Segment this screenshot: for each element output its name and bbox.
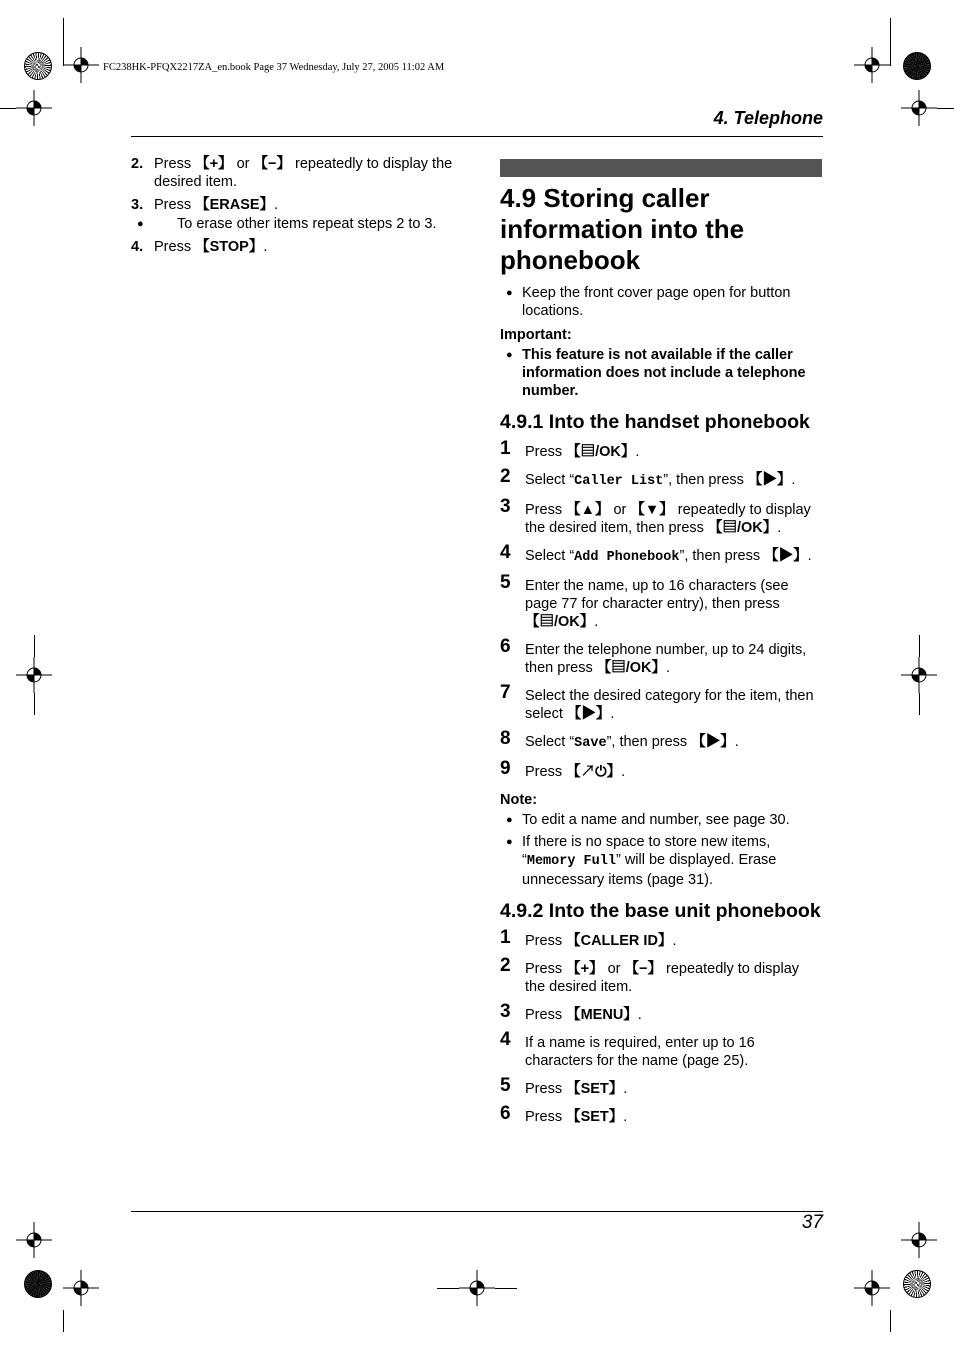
- stop-key: 【STOP】: [195, 239, 264, 255]
- subsection-title: 4.9.1 Into the handset phonebook: [500, 411, 810, 433]
- crop-line: [890, 1310, 891, 1332]
- crop-line: [937, 108, 954, 109]
- right-key: 【▶】: [691, 734, 735, 750]
- list-item: 2 Select “Caller List”, then press 【▶】.: [500, 466, 796, 489]
- list-item: 2 Press 【+】 or 【−】 repeatedly to display the desired item.: [500, 955, 800, 995]
- crop-line: [919, 693, 920, 715]
- minus-key: 【−】: [253, 156, 291, 172]
- list-item: 1 Press 【CALLER ID】.: [500, 927, 677, 949]
- registration-mark-icon: [16, 1222, 52, 1258]
- crop-line: [34, 693, 35, 715]
- display-text: Save: [574, 736, 607, 751]
- list-item: ● To erase other items repeat steps 2 to 3.: [131, 215, 456, 233]
- list-item: 4 If a name is required, enter up to 16 characters for the name (page 25).: [500, 1029, 755, 1069]
- right-key: 【▶】: [764, 548, 808, 564]
- crop-line: [34, 635, 35, 657]
- registration-mark-icon: [16, 90, 52, 126]
- menu-ok-key: 【▤/OK】: [707, 520, 778, 536]
- off-key: 【↗⏻】: [566, 764, 622, 780]
- registration-mark-icon: [901, 657, 937, 693]
- menu-key: 【MENU】: [566, 1007, 638, 1023]
- crop-line: [919, 635, 920, 657]
- book-info: FC238HK-PFQX2217ZA_en.book Page 37 Wednesday, July 27, 2005 11:02 AM: [103, 62, 445, 73]
- list-item: 5 Press 【SET】.: [500, 1075, 628, 1097]
- list-item: 3 Press 【MENU】.: [500, 1001, 642, 1023]
- list-item: 6 Enter the telephone number, up to 24 digits, then press 【▤/OK】.: [500, 636, 807, 676]
- set-key: 【SET】: [566, 1081, 624, 1097]
- color-dial-icon: [24, 52, 52, 80]
- registration-mark-icon: [63, 47, 99, 83]
- display-text: Add Phonebook: [574, 550, 680, 565]
- registration-mark-icon: [854, 47, 890, 83]
- registration-mark-icon: [901, 90, 937, 126]
- crop-line: [63, 1310, 64, 1332]
- up-key: 【▲】: [566, 502, 610, 518]
- crop-line: [890, 18, 891, 66]
- note-label: Note:: [500, 792, 538, 808]
- important-label: Important:: [500, 327, 572, 343]
- display-text: Caller List: [574, 474, 664, 489]
- section-bar: [500, 159, 822, 177]
- registration-mark-icon: [63, 1270, 99, 1306]
- header-rule: [131, 136, 823, 137]
- down-key: 【▼】: [630, 502, 674, 518]
- list-item: 3. Press 【ERASE】. ● To erase other items repeat steps 2 to 3.: [131, 196, 456, 233]
- list-item: 7 Select the desired category for the item, then select 【▶】.: [500, 682, 814, 722]
- erase-key: 【ERASE】: [195, 197, 275, 213]
- color-dial-icon: [903, 1270, 931, 1298]
- menu-ok-key: 【▤/OK】: [525, 614, 595, 630]
- crop-line: [437, 1288, 459, 1289]
- registration-mark-icon: [901, 1222, 937, 1258]
- plus-key: 【+】: [195, 156, 233, 172]
- crop-line: [63, 18, 64, 66]
- caller-id-key: 【CALLER ID】: [566, 933, 673, 949]
- right-column: [500, 159, 822, 1136]
- left-column: [131, 155, 456, 261]
- registration-mark-icon: [16, 657, 52, 693]
- footer-rule: [131, 1211, 823, 1212]
- page-number: 37: [801, 1212, 823, 1233]
- right-key: 【▶】: [566, 706, 611, 722]
- display-text: Memory Full: [526, 854, 616, 869]
- plus-key: 【+】: [566, 961, 604, 977]
- subsection-title: 4.9.2 Into the base unit phonebook: [500, 900, 821, 922]
- right-key: 【▶】: [747, 472, 792, 488]
- crop-line: [495, 1288, 517, 1289]
- color-dial-icon: [903, 52, 931, 80]
- set-key: 【SET】: [566, 1109, 624, 1125]
- list-item: 6 Press 【SET】.: [500, 1103, 628, 1125]
- list-item: 3 Press 【▲】 or 【▼】 repeatedly to display the desired item, then press 【▤/OK】.: [500, 496, 811, 536]
- list-item: ● Keep the front cover page open for button locations.: [500, 284, 822, 320]
- list-item: ● This feature is not available if the caller information does not include a telephone number.: [500, 346, 822, 400]
- crop-line: [0, 108, 16, 109]
- registration-mark-icon: [854, 1270, 890, 1306]
- list-item: 1 Press 【▤/OK】.: [500, 438, 640, 460]
- list-item: 5 Enter the name, up to 16 characters (see page 77 for character entry), then press 【▤/OK】.: [500, 572, 789, 630]
- list-item: 8 Select “Save”, then press 【▶】.: [500, 728, 739, 751]
- list-item: ● To edit a name and number, see page 30.: [500, 811, 822, 829]
- list-item: 2. Press 【+】 or 【−】 repeatedly to display the desired item.: [131, 156, 453, 190]
- menu-ok-key: 【▤/OK】: [566, 444, 636, 460]
- page-header-title: 4. Telephone: [713, 108, 823, 128]
- color-dial-icon: [24, 1270, 52, 1298]
- menu-ok-key: 【▤/OK】: [596, 660, 667, 676]
- section-title: 4.9 Storing caller information into the phonebook: [500, 183, 745, 275]
- list-item: 4. Press 【STOP】.: [131, 239, 268, 255]
- registration-mark-icon: [459, 1270, 495, 1306]
- list-item: 9 Press 【↗⏻】.: [500, 758, 626, 780]
- list-item: 4 Select “Add Phonebook”, then press 【▶】.: [500, 542, 812, 565]
- list-item: ● If there is no space to store new items, “Memory Full” will be displayed. Erase unnecessary items (page 31).: [500, 833, 822, 889]
- minus-key: 【−】: [624, 961, 662, 977]
